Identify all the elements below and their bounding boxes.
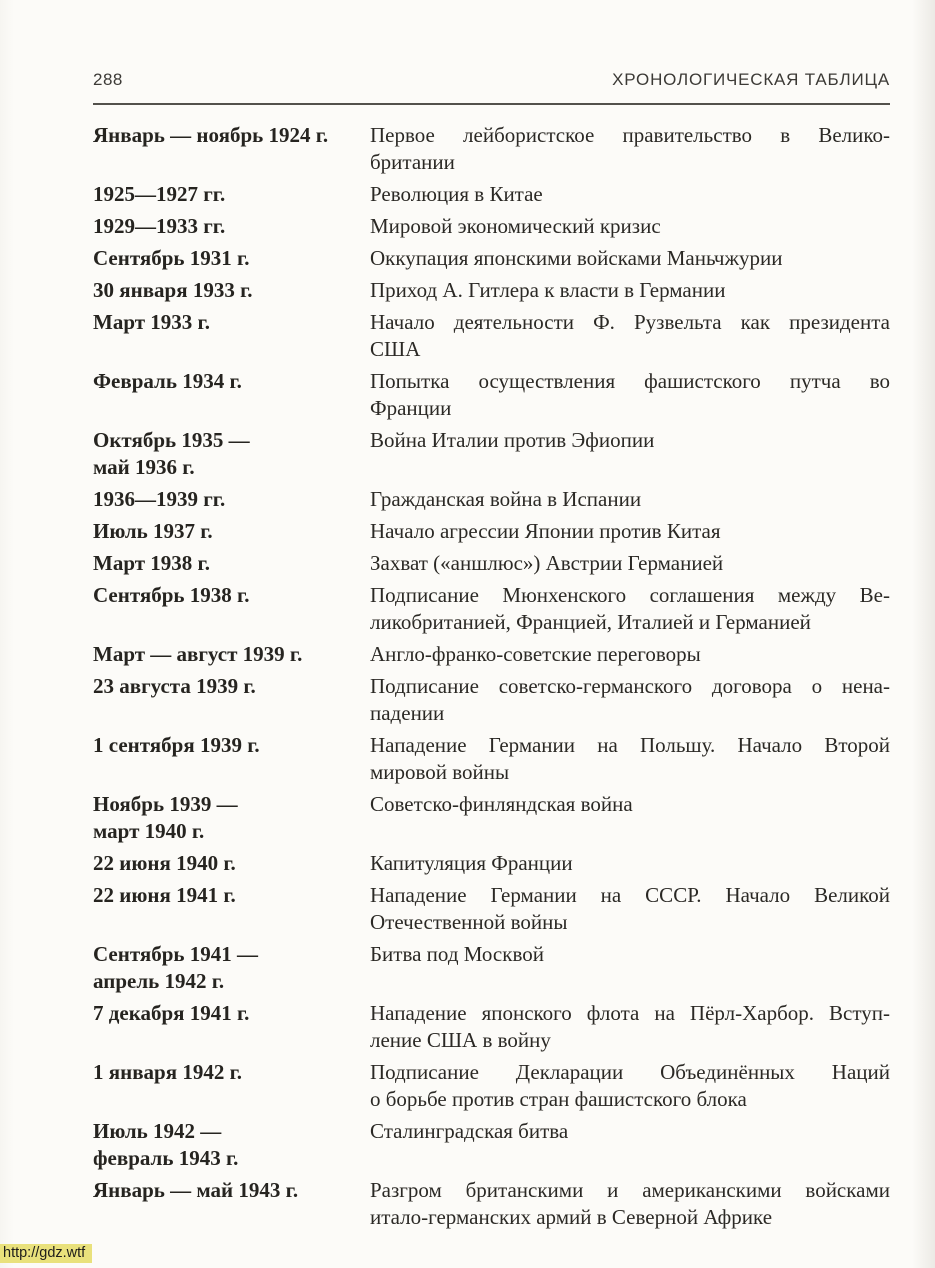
row-event: Приход А. Гитлера к власти в Германии	[370, 278, 726, 302]
table-row	[93, 582, 890, 636]
row-date: 1929—1933 гг.	[93, 214, 226, 238]
table-row	[93, 1059, 890, 1113]
row-date: 1925—1927 гг.	[93, 182, 226, 206]
row-date: Февраль 1934 г.	[93, 369, 242, 393]
row-event: Подписание Декларации Объединённых Наций о борьбе против стран фашистского блока	[370, 1060, 890, 1111]
row-event: Первое лейбористское правительство в Велико- британии	[370, 123, 890, 174]
row-event: Советско-финляндская война	[370, 792, 633, 816]
row-date: 30 января 1933 г.	[93, 278, 253, 302]
row-date: Сентябрь 1931 г.	[93, 246, 250, 270]
table-row	[93, 941, 890, 995]
header-rule	[93, 103, 890, 105]
row-date: 22 июня 1940 г.	[93, 851, 236, 875]
row-date: 7 декабря 1941 г.	[93, 1001, 250, 1025]
table-row	[93, 518, 890, 545]
table-row	[93, 550, 890, 577]
row-event: Начало деятельности Ф. Рузвельта как президента США	[370, 310, 890, 361]
row-event: Битва под Москвой	[370, 942, 544, 966]
table-row	[93, 641, 890, 668]
table-row	[93, 1000, 890, 1054]
table-row	[93, 882, 890, 936]
row-date: Март 1933 г.	[93, 310, 210, 334]
row-event: Подписание советско-германского договора о нена- падении	[370, 674, 890, 725]
running-header	[93, 70, 890, 90]
row-event: Нападение Германии на СССР. Начало Великой Отечественной войны	[370, 883, 890, 934]
row-date: Сентябрь 1938 г.	[93, 583, 250, 607]
row-date: 1936—1939 гг.	[93, 487, 226, 511]
table-row	[93, 245, 890, 272]
table-row	[93, 181, 890, 208]
row-date: 23 августа 1939 г.	[93, 674, 256, 698]
row-event: Англо-франко-советские переговоры	[370, 642, 701, 666]
row-date: 1 января 1942 г.	[93, 1060, 243, 1084]
row-date: Октябрь 1935 — май 1936 г.	[93, 428, 250, 479]
row-date: Март — август 1939 г.	[93, 642, 303, 666]
table-row	[93, 1177, 890, 1231]
row-date: 1 сентября 1939 г.	[93, 733, 260, 757]
row-event: Попытка осуществления фашистского путча во Франции	[370, 369, 890, 420]
table-row	[93, 732, 890, 786]
row-event: Нападение японского флота на Пёрл-Харбор. Вступ- ление США в войну	[370, 1001, 890, 1052]
table-row	[93, 673, 890, 727]
row-event: Революция в Китае	[370, 182, 543, 206]
table-row	[93, 850, 890, 877]
table-row	[93, 1118, 890, 1172]
page-content	[93, 70, 890, 1236]
table-row	[93, 213, 890, 240]
row-event: Оккупация японскими войсками Маньчжурии	[370, 246, 783, 270]
row-event: Подписание Мюнхенского соглашения между Ве- ликобританией, Францией, Италией и Германией	[370, 583, 890, 634]
row-date: Март 1938 г.	[93, 551, 210, 575]
row-date: Июль 1942 — февраль 1943 г.	[93, 1119, 239, 1170]
row-date: Январь — ноябрь 1924 г.	[93, 123, 329, 147]
row-event: Капитуляция Франции	[370, 851, 573, 875]
row-date: Сентябрь 1941 — апрель 1942 г.	[93, 942, 259, 993]
row-event: Захват («аншлюс») Австрии Германией	[370, 551, 724, 575]
row-event: Сталинградская битва	[370, 1119, 569, 1143]
row-event: Мировой экономический кризис	[370, 214, 661, 238]
row-event: Разгром британскими и американскими войсками итало-германских армий в Северной Африке	[370, 1178, 890, 1229]
table-row	[93, 122, 890, 176]
page-title: ХРОНОЛОГИЧЕСКАЯ ТАБЛИЦА	[612, 70, 890, 89]
row-event: Война Италии против Эфиопии	[370, 428, 655, 452]
watermark-url: http://gdz.wtf	[0, 1244, 92, 1263]
table-row	[93, 309, 890, 363]
page-number: 288	[93, 70, 123, 89]
table-row	[93, 277, 890, 304]
table-row	[93, 368, 890, 422]
row-date: Январь — май 1943 г.	[93, 1178, 299, 1202]
row-date: Ноябрь 1939 — март 1940 г.	[93, 792, 238, 843]
table-row	[93, 791, 890, 845]
chronology-table	[93, 122, 890, 1231]
row-event: Нападение Германии на Польшу. Начало Второй мировой войны	[370, 733, 890, 784]
row-event: Гражданская война в Испании	[370, 487, 642, 511]
row-date: 22 июня 1941 г.	[93, 883, 236, 907]
row-date: Июль 1937 г.	[93, 519, 213, 543]
table-row	[93, 486, 890, 513]
row-event: Начало агрессии Японии против Китая	[370, 519, 721, 543]
table-row	[93, 427, 890, 481]
